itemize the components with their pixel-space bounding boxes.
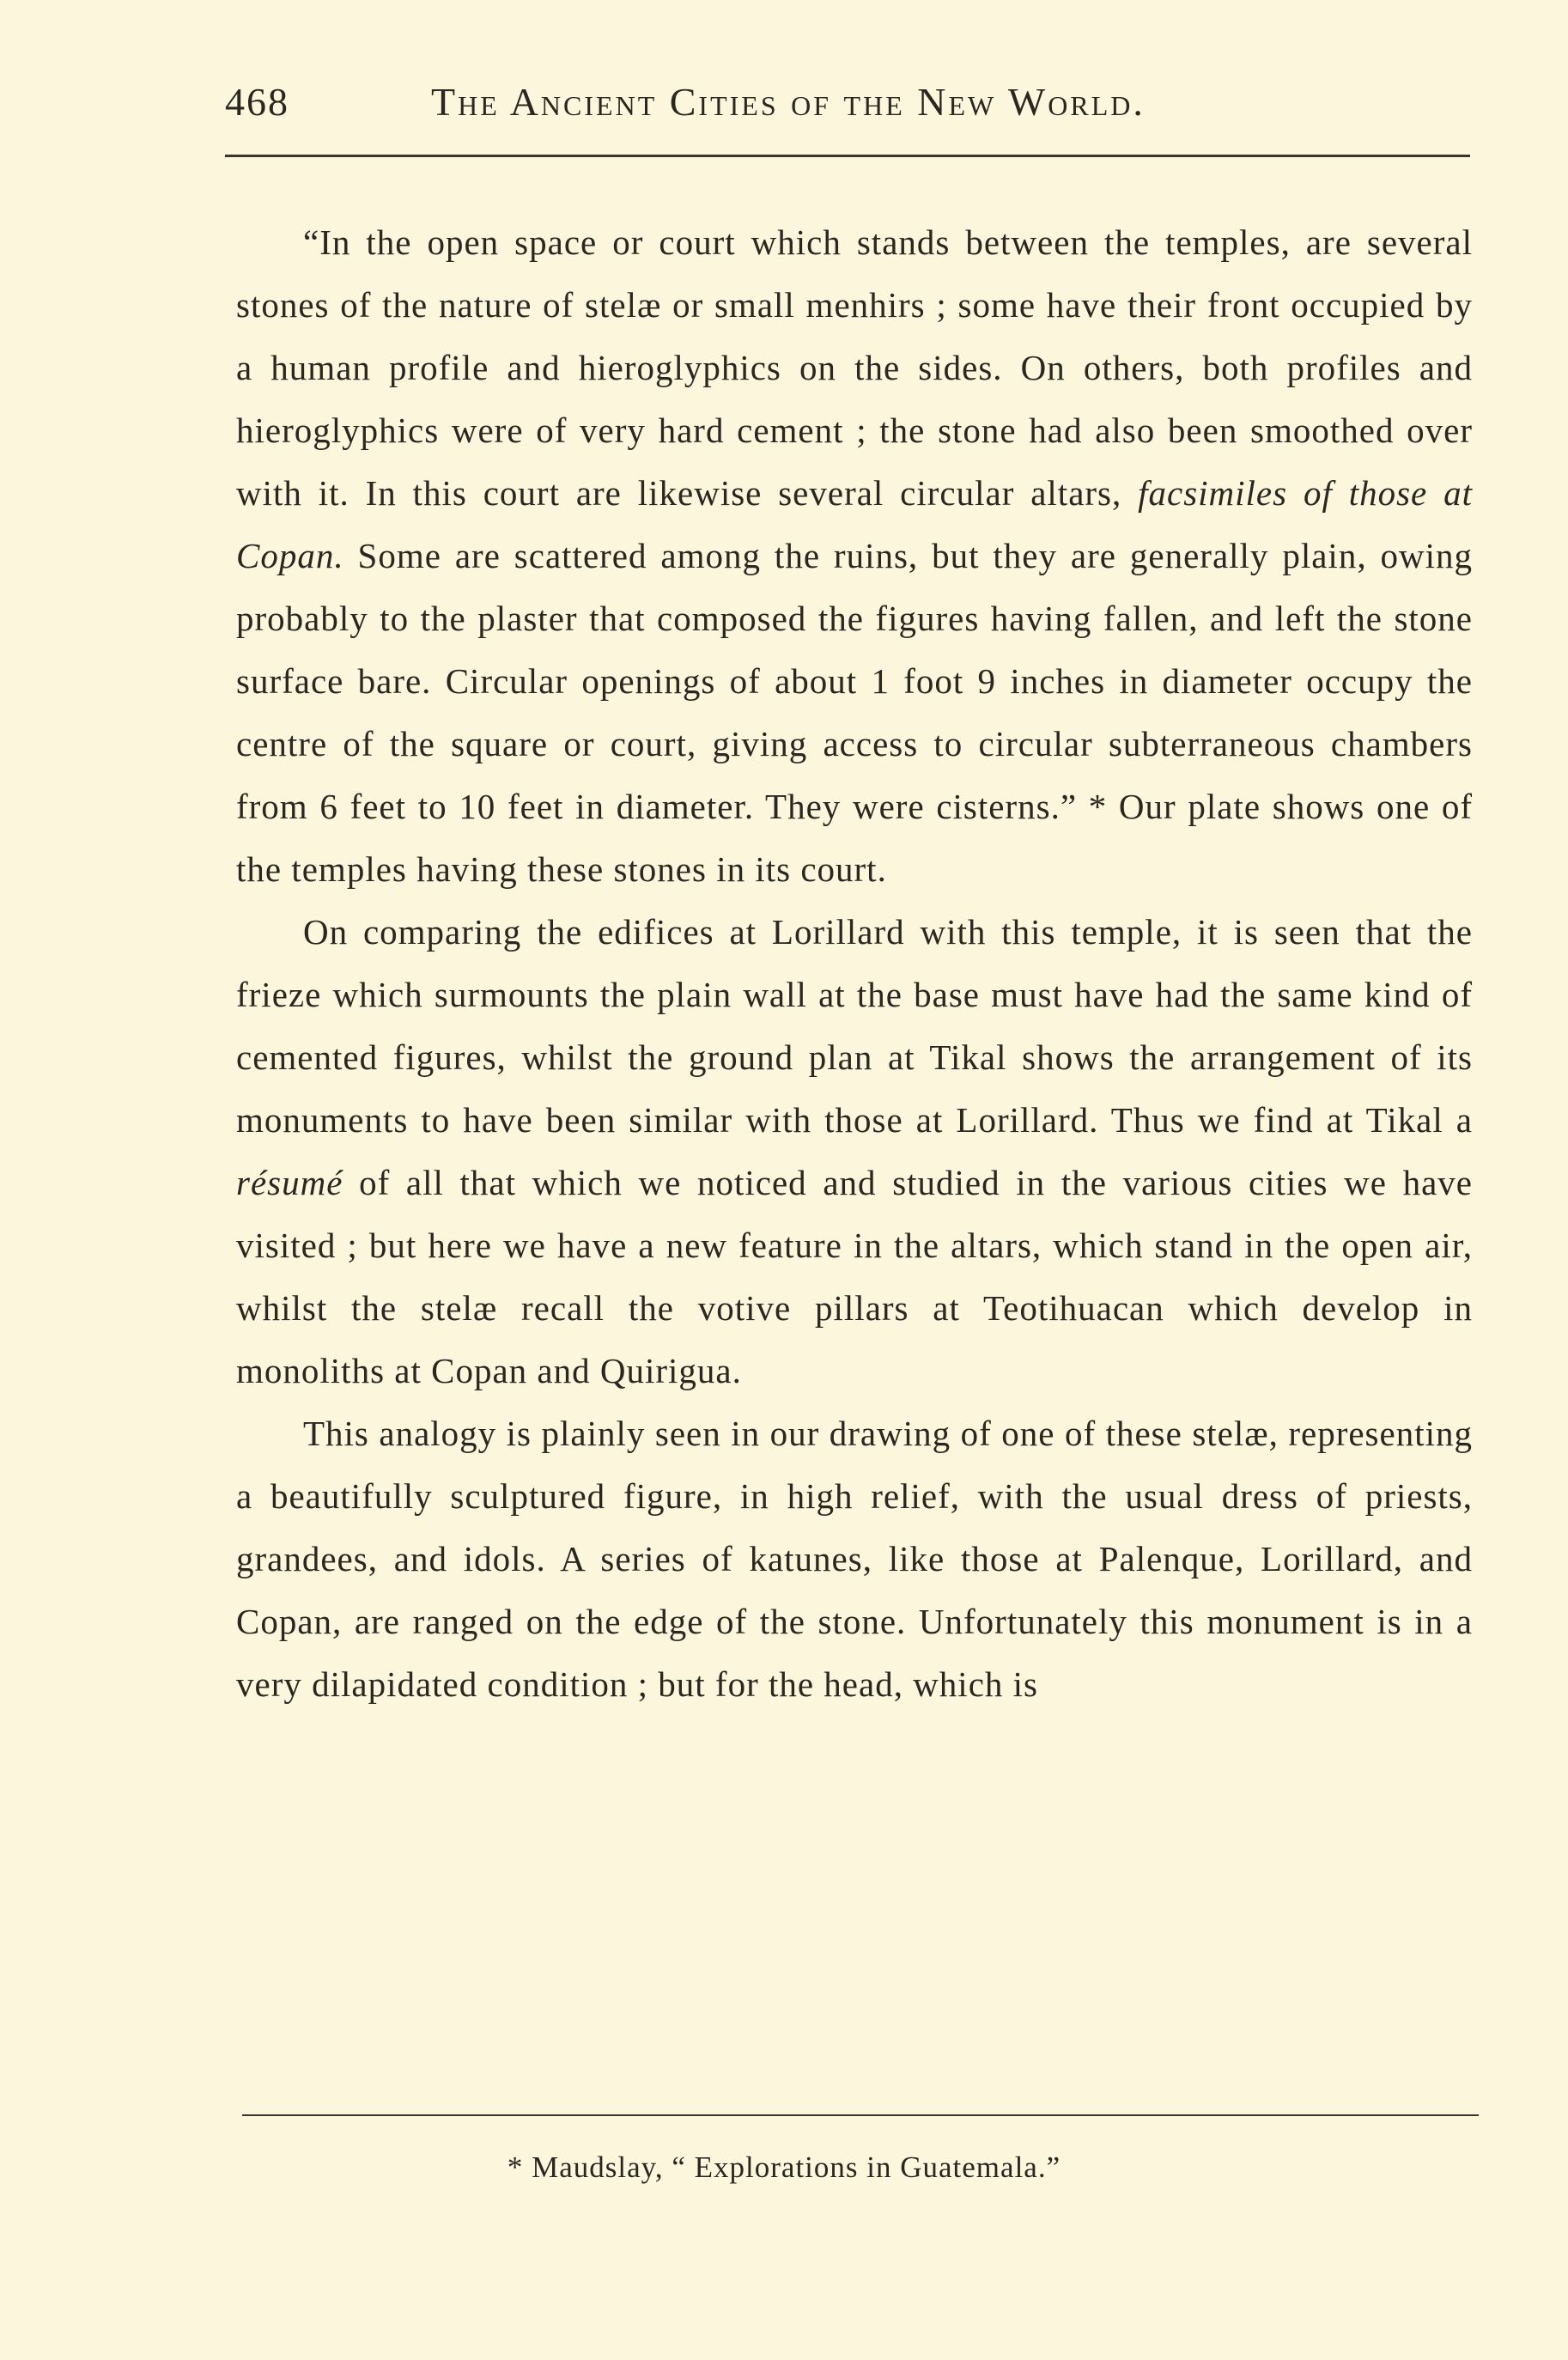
paragraph-1-text-b: Some are scattered among the ruins, but they are generally plain, owing probably to the plaster that composed the figures having fallen, and left the stone surface bare. Circular openings of about 1 foot 9 inches in diameter occupy the centre of the square or court, giving access to circular subterraneous chambers from 6 feet to 10 feet in diameter. They were cisterns.” * Our plate shows one of the temples having these stones in its court. [236, 536, 1473, 889]
body-text [236, 211, 1473, 1716]
paragraph-2 [236, 901, 1473, 1402]
running-head [225, 79, 1470, 131]
paragraph-3: This analogy is plainly seen in our drawing of one of these stelæ, representing a beautifully sculptured figure, in high relief, with the usual dress of priests, grandees, and idols. A series of katunes, like those at Palenque, Lorillard, and Copan, are ranged on the edge of the stone. Unfortunately this monument is in a very dilapidated condition ; but for the head, which is [236, 1414, 1473, 1704]
page-number: 468 [225, 80, 289, 124]
running-title: The Ancient Cities of the New World. [431, 80, 1146, 124]
paragraph-2-text-a: On comparing the edifices at Lorillard with this temple, it is seen that the frieze which surmounts the plain wall at the base must have had the same kind of cemented figures, whilst the ground plan at Tikal shows the arrangement of its monuments to have been similar with those at Lorillard. Thus we find at Tikal a [236, 912, 1473, 1140]
header-rule [225, 155, 1470, 157]
paragraph-2-italic: résumé [236, 1163, 343, 1202]
footnote-rule [242, 2114, 1479, 2116]
paragraph-1-text-a: “In the open space or court which stands between the temples, are several stones of the nature of stelæ or small menhirs ; some have their front occupied by a human profile and hieroglyphics on the sides. On others, both profiles and hieroglyphics were of very hard cement ; the stone had also been smoothed over with it. In this court are likewise several circular altars, [236, 222, 1473, 513]
paragraph-2-text-b: of all that which we noticed and studied in the various cities we have visited ; but here we have a new feature in the altars, which stand in the open air, whilst the stelæ recall the votive pillars at Teotihuacan which develop in monoliths at Copan and Quirigua. [236, 1163, 1473, 1390]
footnote: * Maudslay, “ Explorations in Guatemala.” [507, 2150, 1061, 2184]
paragraph-1-italic: facsimiles of those at Copan. [236, 473, 1473, 575]
paragraph-1 [236, 211, 1473, 901]
